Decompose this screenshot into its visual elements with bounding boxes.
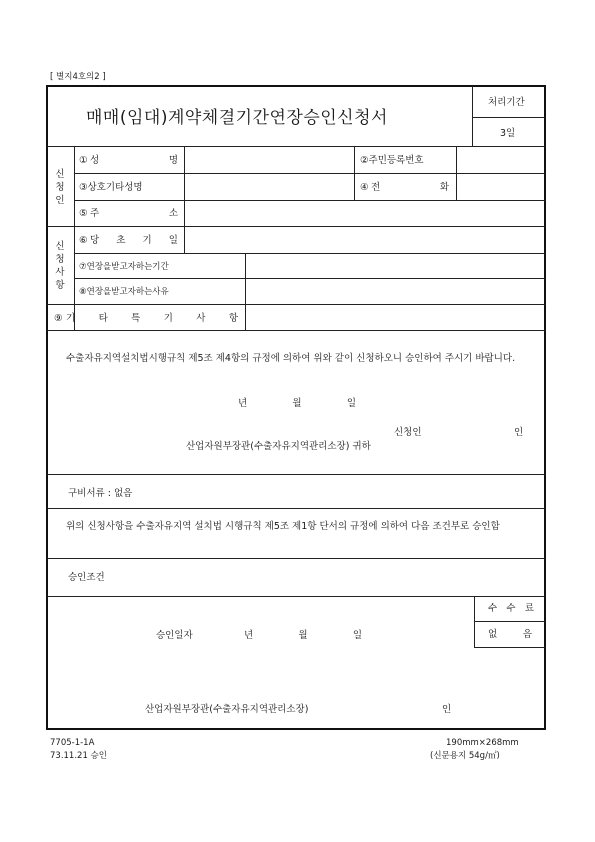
address-label: 주 소: [90, 208, 178, 219]
divider: [474, 647, 545, 648]
company-name-label: ③상호기타성명: [79, 182, 143, 193]
processing-period-value: 3일: [500, 128, 516, 139]
divider: [74, 147, 75, 330]
divider: [74, 173, 545, 174]
other-remarks-number: ⑨: [54, 313, 63, 324]
approval-text: 위의 신청사항을 수출자유지역 설치법 시행규칙 제5조 제1항 단서의 규정에 의하여 다음 조건부로 승인함: [66, 521, 500, 532]
other-remarks-label: 기 타 특 기 사 항: [66, 313, 238, 324]
id-number-label: ②주민등록번호: [360, 155, 424, 166]
paper-size: 190mm×268mm: [446, 738, 519, 748]
divider: [47, 474, 545, 475]
request-section-label: 신 청 사 항: [55, 241, 65, 291]
applicant-signature-label: 신청인: [394, 427, 422, 438]
divider: [74, 253, 545, 254]
approval-date-label: 승인일자: [156, 630, 193, 641]
applicant-section-label: 신 청 인: [55, 169, 65, 206]
address-number: ⑤: [79, 208, 88, 219]
divider: [474, 621, 545, 622]
approval-date: 년 월 일: [244, 630, 362, 641]
phone-label: 전 화: [371, 182, 449, 193]
divider: [74, 278, 545, 279]
required-documents: 구비서류 : 없음: [68, 488, 133, 499]
divider: [472, 86, 473, 146]
divider: [245, 253, 246, 330]
initial-deadline-number: ⑥: [79, 235, 88, 246]
addressee: 산업자원부장관(수출자유지역관리소장) 귀하: [186, 441, 371, 452]
divider: [472, 117, 545, 118]
name-number: ①: [79, 155, 88, 166]
divider: [47, 146, 545, 147]
form-code: 7705-1-1A: [50, 738, 95, 748]
extension-reason-label: ⑧연장을받고자하는사유: [79, 287, 169, 297]
fee-value: 없 음: [488, 629, 532, 640]
divider: [47, 596, 545, 597]
divider: [47, 226, 545, 227]
applicant-seal-mark: 인: [514, 427, 524, 438]
form-number: [ 별지4호의2 ]: [50, 72, 106, 82]
authority-seal-mark: 인: [442, 704, 452, 715]
divider: [456, 147, 457, 201]
divider: [184, 147, 185, 226]
declaration-date: 년 월 일: [238, 398, 356, 409]
form-title: 매매(임대)계약체결기간연장승인신청서: [86, 108, 388, 128]
approval-date-note: 73.11.21 승인: [50, 751, 107, 761]
divider: [47, 304, 545, 305]
paper-type: (신문용지 54g/㎡): [430, 751, 500, 761]
divider: [47, 558, 545, 559]
declaration-text: 수출자유지역설치법시행규칙 제5조 제4항의 규정에 의하여 위와 같이 신청하오니 승인하여 주시기 바랍니다.: [66, 353, 516, 364]
divider: [354, 147, 355, 201]
processing-period-label: 처리기간: [488, 97, 525, 108]
phone-number: ④: [360, 182, 369, 193]
name-label: 성 명: [90, 155, 178, 166]
approving-authority: 산업자원부장관(수출자유지역관리소장): [145, 704, 309, 715]
divider: [184, 227, 185, 253]
initial-deadline-label: 당 초 기 일: [90, 235, 178, 246]
extension-period-label: ⑦연장을받고자하는기간: [79, 262, 169, 272]
divider: [47, 508, 545, 509]
divider: [47, 330, 545, 331]
divider: [74, 200, 545, 201]
fee-label: 수 수 료: [488, 603, 534, 614]
approval-conditions-label: 승인조건: [68, 572, 105, 583]
